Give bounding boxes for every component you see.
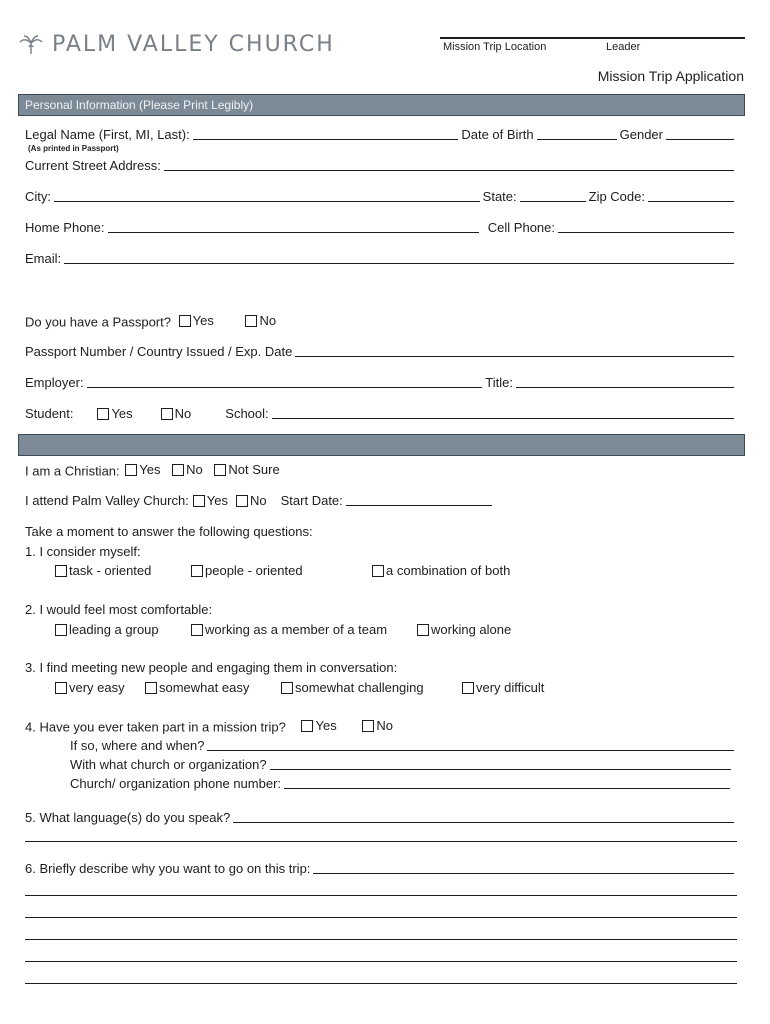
passport-number-field[interactable] [295, 345, 734, 357]
checkbox[interactable] [362, 720, 374, 732]
option-label: somewhat easy [159, 680, 250, 695]
dob-label: Date of Birth [461, 127, 534, 142]
checkbox[interactable] [245, 315, 257, 327]
email-row [25, 251, 737, 266]
q4-text: 4. Have you ever taken part in a mission trip? [25, 719, 286, 735]
q3-option-somewhat-challenging[interactable] [281, 680, 424, 695]
school-label: School: [225, 406, 269, 421]
q4-row [25, 718, 393, 735]
checkbox[interactable] [125, 464, 137, 476]
checkbox[interactable] [179, 315, 191, 327]
q5-field[interactable] [233, 811, 734, 823]
option-label: Yes [206, 493, 229, 508]
state-label: State: [482, 189, 517, 204]
q5-text: 5. What language(s) do you speak? [25, 810, 231, 825]
q4-where-row [70, 738, 737, 753]
q3-option-very-easy[interactable] [55, 680, 125, 695]
checkbox[interactable] [417, 624, 429, 636]
option-label: Not Sure [228, 462, 280, 477]
checkbox[interactable] [193, 495, 205, 507]
option-label: Yes [139, 462, 161, 477]
q4-no-option[interactable] [362, 718, 393, 733]
checkbox[interactable] [191, 565, 203, 577]
zip-label: Zip Code: [588, 189, 645, 204]
christian-row [25, 462, 280, 479]
q4-yes-option[interactable] [301, 718, 336, 733]
checkbox[interactable] [161, 408, 173, 420]
option-label: somewhat challenging [295, 680, 424, 695]
home-phone-label: Home Phone: [25, 220, 105, 235]
checkbox[interactable] [55, 624, 67, 636]
option-label: very difficult [476, 680, 545, 695]
q4-phone-label: Church/ organization phone number: [70, 776, 282, 791]
gender-label: Gender [619, 127, 663, 142]
employer-field[interactable] [87, 376, 483, 388]
legal-name-label: Legal Name (First, MI, Last): [25, 127, 190, 142]
home-phone-field[interactable] [108, 221, 479, 233]
attend-yes-option[interactable] [193, 493, 228, 508]
passport-question: Do you have a Passport? [25, 314, 171, 330]
employer-row [25, 375, 737, 390]
christian-not-sure-option[interactable] [214, 462, 279, 477]
q2-option-team[interactable] [191, 622, 387, 637]
title-field[interactable] [516, 376, 734, 388]
attend-row [25, 493, 495, 508]
option-label: Yes [315, 718, 337, 733]
option-label: working alone [431, 622, 512, 637]
q1-option-people[interactable] [191, 563, 303, 578]
questions-intro: Take a moment to answer the following questions: [25, 524, 313, 539]
passport-number-row [25, 344, 737, 359]
checkbox[interactable] [301, 720, 313, 732]
q4-church-field[interactable] [270, 758, 731, 770]
checkbox[interactable] [236, 495, 248, 507]
checkbox[interactable] [145, 682, 157, 694]
checkbox[interactable] [462, 682, 474, 694]
q2-option-alone[interactable] [417, 622, 511, 637]
option-label: Yes [192, 313, 214, 328]
checkbox[interactable] [55, 682, 67, 694]
church-logo [18, 32, 335, 57]
christian-yes-option[interactable] [125, 462, 160, 477]
option-label: task - oriented [69, 563, 152, 578]
q4-church-label: With what church or organization? [70, 757, 267, 772]
phone-row [25, 220, 737, 235]
checkbox[interactable] [172, 464, 184, 476]
checkbox[interactable] [55, 565, 67, 577]
passport-no-option[interactable] [245, 313, 276, 328]
passport-yes-option[interactable] [179, 313, 214, 328]
q4-where-label: If so, where and when? [70, 738, 205, 753]
gender-field[interactable] [666, 128, 734, 140]
cell-phone-field[interactable] [558, 221, 734, 233]
student-label: Student: [25, 406, 74, 421]
option-label: working as a member of a team [205, 622, 388, 637]
q5-row [25, 810, 737, 825]
attend-question: I attend Palm Valley Church: [25, 493, 189, 508]
q6-answer-line[interactable] [25, 939, 737, 940]
checkbox[interactable] [97, 408, 109, 420]
option-label: a combination of both [386, 563, 511, 578]
legal-name-row [25, 127, 737, 142]
christian-no-option[interactable] [172, 462, 203, 477]
q6-answer-line[interactable] [25, 961, 737, 962]
leader-label: Leader [606, 41, 641, 53]
attend-no-option[interactable] [236, 493, 267, 508]
option-label: Yes [111, 406, 133, 421]
student-no-option[interactable] [161, 406, 192, 421]
q3-option-very-difficult[interactable] [462, 680, 544, 695]
option-label: No [186, 462, 203, 477]
q6-text: 6. Briefly describe why you want to go on this trip: [25, 861, 311, 876]
q2-option-leading[interactable] [55, 622, 159, 637]
city-field[interactable] [54, 190, 480, 202]
student-yes-option[interactable] [97, 406, 132, 421]
q1-option-combination[interactable] [372, 563, 510, 578]
dob-field[interactable] [537, 128, 617, 140]
student-row [25, 406, 737, 421]
form-title: Mission Trip Application [597, 68, 744, 84]
start-date-label: Start Date: [280, 493, 343, 508]
school-field[interactable] [272, 407, 734, 419]
option-label: very easy [69, 680, 125, 695]
q3-text: 3. I find meeting new people and engaging them in conversation: [25, 660, 398, 675]
checkbox[interactable] [372, 565, 384, 577]
legal-name-field[interactable] [193, 128, 459, 140]
option-label: No [376, 718, 393, 733]
palm-tree-icon [18, 35, 44, 55]
faith-section-bar [18, 434, 745, 456]
church-name: PALM VALLEY CHURCH [52, 32, 335, 57]
passport-number-label: Passport Number / Country Issued / Exp. Date [25, 344, 293, 359]
personal-info-section-bar: Personal Information (Please Print Legibly) [18, 94, 745, 116]
q6-row [25, 861, 737, 876]
email-field[interactable] [64, 252, 734, 264]
street-row [25, 158, 737, 173]
q6-answer-line[interactable] [25, 983, 737, 984]
q1-option-task[interactable] [55, 563, 151, 578]
option-label: leading a group [69, 622, 159, 637]
checkbox[interactable] [191, 624, 203, 636]
option-label: No [174, 406, 192, 421]
zip-field[interactable] [648, 190, 734, 202]
header-rule [440, 37, 745, 39]
q4-church-row [70, 757, 734, 772]
q1-text: 1. I consider myself: [25, 544, 141, 559]
mission-trip-location-label: Mission Trip Location [443, 41, 547, 53]
christian-question: I am a Christian: [25, 463, 120, 479]
q4-phone-field[interactable] [284, 777, 730, 789]
employer-label: Employer: [25, 375, 84, 390]
option-label: No [250, 493, 267, 508]
email-label: Email: [25, 251, 62, 266]
checkbox[interactable] [281, 682, 293, 694]
q3-option-somewhat-easy[interactable] [145, 680, 249, 695]
q4-where-field[interactable] [207, 739, 734, 751]
title-label: Title: [485, 375, 513, 390]
cell-phone-label: Cell Phone: [487, 220, 555, 235]
option-label: No [259, 313, 277, 328]
state-field[interactable] [520, 190, 586, 202]
q6-answer-line[interactable] [25, 895, 737, 896]
option-label: people - oriented [205, 563, 303, 578]
q2-text: 2. I would feel most comfortable: [25, 602, 213, 617]
start-date-field[interactable] [346, 494, 492, 506]
passport-note: (As printed in Passport) [28, 144, 119, 153]
passport-question-row [25, 313, 276, 330]
street-label: Current Street Address: [25, 158, 161, 173]
q6-answer-line[interactable] [25, 917, 737, 918]
street-field[interactable] [164, 159, 734, 171]
q6-field[interactable] [313, 862, 734, 874]
city-row [25, 189, 737, 204]
q4-phone-row [70, 776, 733, 791]
city-label: City: [25, 189, 51, 204]
checkbox[interactable] [214, 464, 226, 476]
q5-extra-line[interactable] [25, 841, 737, 842]
